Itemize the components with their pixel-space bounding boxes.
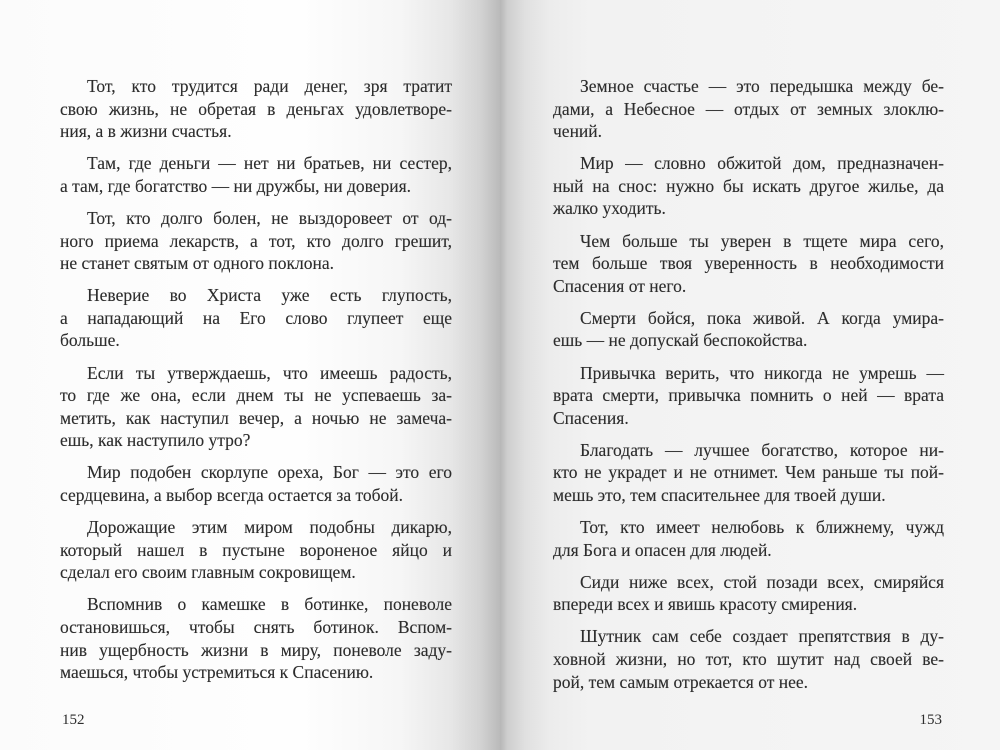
text-line: больше. <box>60 330 120 351</box>
text-line: Неверие во Христа уже есть глупость, <box>87 285 452 306</box>
text-line: ховной жизни, но тот, кто шутит над своей ве- <box>553 649 944 670</box>
aphorism-paragraph <box>60 593 452 683</box>
text-line: Тот, кто долго болен, не выздоровеет от од- <box>87 207 452 228</box>
aphorism-paragraph <box>60 516 452 584</box>
text-line: кто не украдет и не отнимет. Чем раньше ты пой- <box>553 462 944 483</box>
aphorism-paragraph <box>60 362 452 452</box>
aphorism-paragraph <box>60 284 452 352</box>
text-line: то где же она, если днем ты не успеваешь за- <box>60 385 452 406</box>
text-line: Дорожащие этим миром подобны дикарю, <box>87 517 452 538</box>
aphorism-paragraph <box>60 152 452 197</box>
text-line: Мир — словно обжитой дом, предназначен- <box>580 153 944 174</box>
text-line: маешься, чтобы устремиться к Спасению. <box>60 662 374 683</box>
text-line: ный на снос: нужно бы искать другое жилье, да <box>553 175 944 196</box>
text-line: метить, как наступил вечер, а ночью не замеча- <box>60 407 452 428</box>
text-line: Спасения. <box>553 407 629 428</box>
aphorism-paragraph <box>553 362 944 430</box>
aphorism-paragraph <box>553 230 944 298</box>
text-line: не станет святым от одного поклона. <box>60 253 335 274</box>
right-page <box>500 0 1000 750</box>
aphorism-paragraph <box>60 207 452 275</box>
aphorism-paragraph <box>553 571 944 616</box>
text-line: впереди всех и явишь красоту смирения. <box>553 594 858 615</box>
text-line: сделал его своим главным сокровищем. <box>60 562 356 583</box>
text-line: тем больше твоя уверенность в необходимости <box>553 253 944 274</box>
left-page-text <box>60 75 452 693</box>
text-line: врата смерти, привычка помнить о ней — врата <box>553 385 944 406</box>
aphorism-paragraph <box>553 75 944 143</box>
aphorism-paragraph <box>60 75 452 143</box>
text-line: ешь, как наступило утро? <box>60 430 251 451</box>
text-line: Мир подобен скорлупе ореха, Бог — это его <box>87 462 452 483</box>
text-line: а нападающий на Его слово глупеет еще <box>60 307 452 328</box>
aphorism-paragraph <box>60 461 452 506</box>
text-line: дами, а Небесное — отдых от земных злоклю- <box>553 98 944 119</box>
page-number: 152 <box>62 712 85 728</box>
text-line: рой, тем самым отрекается от нее. <box>553 671 809 692</box>
text-line: Земное счастье — это передышка между бе- <box>580 76 944 96</box>
text-line: жалко уходить. <box>553 198 666 219</box>
text-line: ешь — не допускай беспокойства. <box>553 330 808 351</box>
text-line: Шутник сам себе создает препятствия в ду- <box>580 626 944 647</box>
text-line: Чем больше ты уверен в тщете мира сего, <box>580 230 944 251</box>
text-line: Привычка верить, что никогда не умрешь — <box>580 362 944 383</box>
page-number: 153 <box>919 712 942 728</box>
aphorism-paragraph <box>553 152 944 220</box>
text-line: чений. <box>553 121 603 142</box>
text-line: Благодать — лучшее богатство, которое ни- <box>580 439 944 460</box>
text-line: ния, а в жизни счастья. <box>60 121 232 142</box>
right-page-text <box>553 75 944 703</box>
text-line: остановишься, чтобы снять ботинок. Вспом- <box>60 616 452 637</box>
text-line: Сиди ниже всех, стой позади всех, смиряйся <box>580 571 944 592</box>
text-line: а там, где богатство — ни дружбы, ни доверия. <box>60 175 412 196</box>
text-line: который нашел в пустыне вороненое яйцо и <box>60 539 452 560</box>
aphorism-paragraph <box>553 625 944 693</box>
aphorism-paragraph <box>553 516 944 561</box>
text-line: Тот, кто имеет нелюбовь к ближнему, чужд <box>580 517 944 538</box>
text-line: Тот, кто трудится ради денег, зря тратит <box>87 76 452 96</box>
text-line: Там, где деньги — нет ни братьев, ни сестер, <box>87 153 452 174</box>
text-line: для Бога и опасен для людей. <box>553 539 772 560</box>
text-line: мешь это, тем спасительнее для твоей души. <box>553 485 886 505</box>
text-line: нив ущербность жизни в миру, поневоле заду- <box>60 639 452 660</box>
text-line: свою жизнь, не обретая в деньгах удовлетворе- <box>60 98 452 119</box>
text-line: ного приема лекарств, а тот, кто долго грешит, <box>60 230 452 251</box>
text-line: Смерти бойся, пока живой. А когда умира- <box>580 307 944 328</box>
text-line: Вспомнив о камешке в ботинке, поневоле <box>87 594 452 615</box>
text-line: сердцевина, а выбор всегда остается за тобой. <box>60 485 404 505</box>
aphorism-paragraph <box>553 307 944 352</box>
text-line: Если ты утверждаешь, что имеешь радость, <box>87 362 452 383</box>
aphorism-paragraph <box>553 439 944 507</box>
text-line: Спасения от него. <box>553 275 687 296</box>
